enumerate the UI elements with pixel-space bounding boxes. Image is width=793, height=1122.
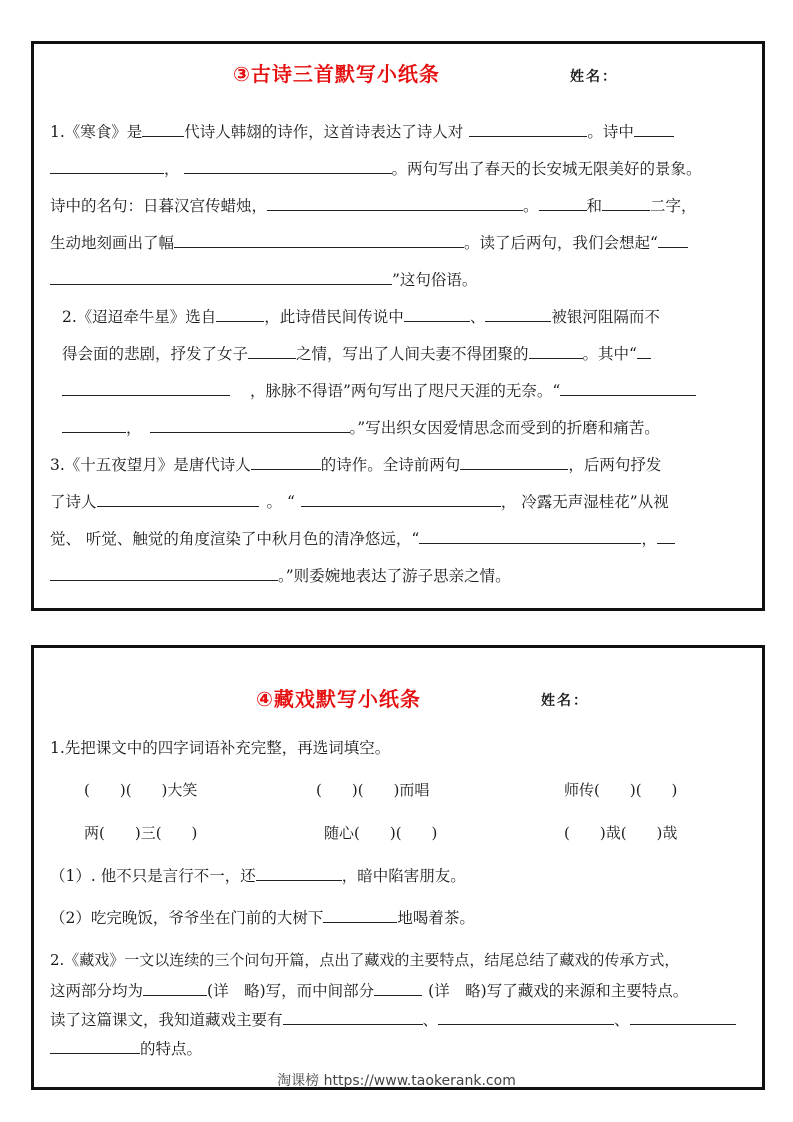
card-title: ④藏戏默写小纸条 xyxy=(256,687,421,711)
blank[interactable] xyxy=(529,342,583,359)
idiom-blank[interactable]: ( )哉( )哉 xyxy=(564,824,678,842)
question-2-line-4: 的特点。 xyxy=(50,1037,202,1059)
blank[interactable] xyxy=(404,305,470,322)
name-label: 姓名： xyxy=(570,69,618,85)
sentence-2: （2）吃完晚饭，爷爷坐在门前的大树下 地喝着茶。 xyxy=(50,906,475,928)
blank[interactable] xyxy=(50,1037,140,1054)
watermark-footer: 淘课榜 https://www.taokerank.com xyxy=(277,1073,516,1089)
blank[interactable] xyxy=(560,379,696,396)
blank[interactable] xyxy=(50,564,278,581)
dictation-card-1 xyxy=(31,41,765,611)
idiom-blank[interactable]: 随心( )( ) xyxy=(324,824,438,842)
line-2: ， 。两句写出了春天的长安城无限美好的景象。 xyxy=(50,157,702,179)
blank[interactable] xyxy=(657,527,675,544)
blank[interactable] xyxy=(251,453,321,470)
blank[interactable] xyxy=(301,490,501,507)
blank[interactable] xyxy=(637,342,651,359)
sentence-1: （1）. 他不只是言行不一，还 ，暗中陷害朋友。 xyxy=(50,864,466,886)
blank[interactable] xyxy=(267,194,523,211)
blank[interactable] xyxy=(485,305,551,322)
line-11: 了诗人 。 “ ， 冷露无声湿桂花”从视 xyxy=(50,490,669,512)
blank[interactable] xyxy=(248,342,296,359)
idiom-blank[interactable]: ( )( )而唱 xyxy=(316,781,430,799)
line-9: ， 。”写出织女因爱情思念而受到的折磨和痛苦。 xyxy=(62,416,660,438)
question-2-line-3: 读了这篇课文，我知道藏戏主要有 、 、 xyxy=(50,1008,736,1030)
blank[interactable] xyxy=(469,120,587,137)
line-13: 。”则委婉地表达了游子思亲之情。 xyxy=(50,564,511,586)
line-8: ，脉脉不得语”两句写出了咫尺天涯的无奈。“ xyxy=(62,379,696,401)
blank[interactable] xyxy=(419,527,641,544)
line-1: 1.《寒食》是 代诗人韩翃的诗作，这首诗表达了诗人对 。诗中 xyxy=(50,120,674,142)
line-10: 3.《十五夜望月》是唐代诗人 的诗作。全诗前两句 ，后两句抒发 xyxy=(50,453,661,475)
idiom-blank[interactable]: 两( )三( ) xyxy=(84,824,198,842)
blank[interactable] xyxy=(374,979,422,996)
line-7: 得会面的悲剧，抒发了女子 之情，写出了人间夫妻不得团聚的 。其中“ xyxy=(62,342,651,364)
blank[interactable] xyxy=(460,453,568,470)
blank[interactable] xyxy=(256,864,342,881)
line-5: ”这句俗语。 xyxy=(50,268,477,290)
question-2-line-1: 2.《藏戏》一文以连续的三个问句开篇，点出了藏戏的主要特点，结尾总结了藏戏的传承方式， xyxy=(50,951,680,969)
blank[interactable] xyxy=(602,194,650,211)
blank[interactable] xyxy=(150,416,350,433)
blank[interactable] xyxy=(283,1008,423,1025)
blank[interactable] xyxy=(62,416,126,433)
blank[interactable] xyxy=(143,979,207,996)
card-title: ③古诗三首默写小纸条 xyxy=(233,62,440,86)
blank[interactable] xyxy=(97,490,259,507)
blank[interactable] xyxy=(50,268,392,285)
question-1: 1.先把课文中的四字词语补充完整，再选词填空。 xyxy=(50,739,391,757)
blank[interactable] xyxy=(630,1008,736,1025)
question-2-line-2: 这两部分均为 (详 略)写，而中间部分 (详 略)写了藏戏的来源和主要特点。 xyxy=(50,979,688,1001)
blank[interactable] xyxy=(174,231,464,248)
blank[interactable] xyxy=(184,157,392,174)
line-4: 生动地刻画出了幅 。读了后两句，我们会想起“ xyxy=(50,231,688,253)
blank[interactable] xyxy=(634,120,674,137)
blank[interactable] xyxy=(658,231,688,248)
dictation-card-2 xyxy=(31,645,765,1090)
blank[interactable] xyxy=(438,1008,614,1025)
blank[interactable] xyxy=(50,157,164,174)
blank[interactable] xyxy=(62,379,230,396)
name-label: 姓名： xyxy=(541,693,589,709)
idiom-blank[interactable]: ( )( )大笑 xyxy=(84,781,198,799)
idiom-blank[interactable]: 师传( )( ) xyxy=(564,781,678,799)
line-12: 觉、 听觉、触觉的角度渲染了中秋月色的清净悠远，“ ， xyxy=(50,527,675,549)
line-3: 诗中的名句：日暮汉宫传蜡烛， 。 和 二字， xyxy=(50,194,697,216)
line-6: 2.《迢迢牵牛星》选自 ，此诗借民间传说中 、 被银河阻隔而不 xyxy=(62,305,660,327)
blank[interactable] xyxy=(142,120,184,137)
blank[interactable] xyxy=(323,906,397,923)
blank[interactable] xyxy=(216,305,264,322)
blank[interactable] xyxy=(539,194,587,211)
